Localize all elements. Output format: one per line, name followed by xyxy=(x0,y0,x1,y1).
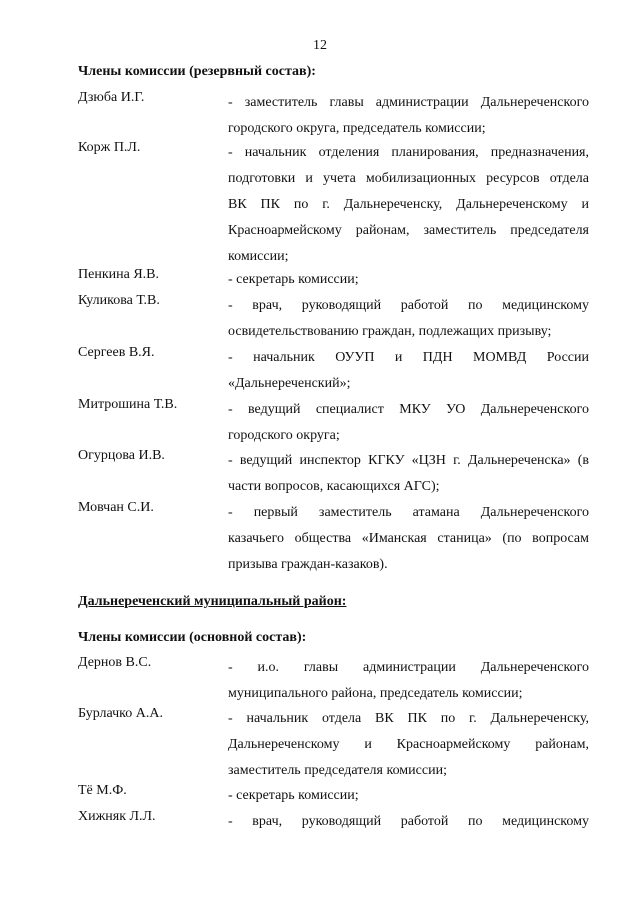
role-line: городского округа, председатель комиссии; xyxy=(228,121,486,136)
member-role xyxy=(228,293,589,345)
role-line: комиссии; xyxy=(228,249,289,264)
role-line: городского округа; xyxy=(228,428,340,443)
role-line: Красноармейскому районам, заместитель председателя xyxy=(228,223,589,238)
role-line: части вопросов, касающихся АГС); xyxy=(228,479,440,494)
member-name: Куликова Т.В. xyxy=(78,293,160,308)
role-line: муниципального района, председатель комиссии; xyxy=(228,686,523,701)
reserve-members-heading: Члены комиссии (резервный состав): xyxy=(78,64,316,79)
member-role xyxy=(228,140,589,270)
role-line: - секретарь комиссии; xyxy=(228,272,359,287)
member-role xyxy=(228,267,589,293)
member-role xyxy=(228,397,589,449)
role-line: ВК ПК по г. Дальнереченску, Дальнереченскому и xyxy=(228,197,589,212)
member-role xyxy=(228,345,589,397)
member-name: Дзюба И.Г. xyxy=(78,90,145,105)
district-heading: Дальнереченский муниципальный район: xyxy=(78,594,347,609)
role-line: - ведущий инспектор КГКУ «ЦЗН г. Дальнереченска» (в xyxy=(228,453,589,468)
role-line: - врач, руководящий работой по медицинскому xyxy=(228,814,589,829)
role-line: - ведущий специалист МКУ УО Дальнереченского xyxy=(228,402,589,417)
page-number: 12 xyxy=(313,38,327,53)
member-role xyxy=(228,448,589,500)
role-line: - начальник отдела ВК ПК по г. Дальнереченску, xyxy=(228,711,589,726)
member-name: Мовчан С.И. xyxy=(78,500,154,515)
member-role xyxy=(228,90,589,142)
main-members-heading: Члены комиссии (основной состав): xyxy=(78,630,307,645)
member-name: Митрошина Т.В. xyxy=(78,397,178,412)
role-line: - врач, руководящий работой по медицинскому xyxy=(228,298,589,313)
role-line: - первый заместитель атамана Дальнереченского xyxy=(228,505,589,520)
member-name: Корж П.Л. xyxy=(78,140,141,155)
member-name: Огурцова И.В. xyxy=(78,448,165,463)
role-line: - и.о. главы администрации Дальнереченского xyxy=(228,660,589,675)
role-line: казачьего общества «Иманская станица» (по вопросам xyxy=(228,531,589,546)
member-role xyxy=(228,500,589,578)
role-line: Дальнереченскому и Красноармейскому районам, xyxy=(228,737,589,752)
member-name: Тё М.Ф. xyxy=(78,783,127,798)
member-name: Бурлачко А.А. xyxy=(78,706,163,721)
role-line: - секретарь комиссии; xyxy=(228,788,359,803)
member-role xyxy=(228,783,589,809)
role-line: призыва граждан-казаков). xyxy=(228,557,388,572)
role-line: - начальник ОУУП и ПДН МОМВД России xyxy=(228,350,589,365)
member-name: Сергеев В.Я. xyxy=(78,345,155,360)
role-line: - начальник отделения планирования, предназначения, xyxy=(228,145,589,160)
role-line: «Дальнереченский»; xyxy=(228,376,351,391)
member-role xyxy=(228,706,589,784)
member-name: Дернов В.С. xyxy=(78,655,152,670)
member-role xyxy=(228,809,589,835)
member-name: Хижняк Л.Л. xyxy=(78,809,156,824)
role-line: - заместитель главы администрации Дальнереченского xyxy=(228,95,589,110)
role-line: освидетельствованию граждан, подлежащих призыву; xyxy=(228,324,552,339)
role-line: заместитель председателя комиссии; xyxy=(228,763,447,778)
role-line: подготовки и учета мобилизационных ресурсов отдела xyxy=(228,171,589,186)
member-role xyxy=(228,655,589,707)
member-name: Пенкина Я.В. xyxy=(78,267,159,282)
